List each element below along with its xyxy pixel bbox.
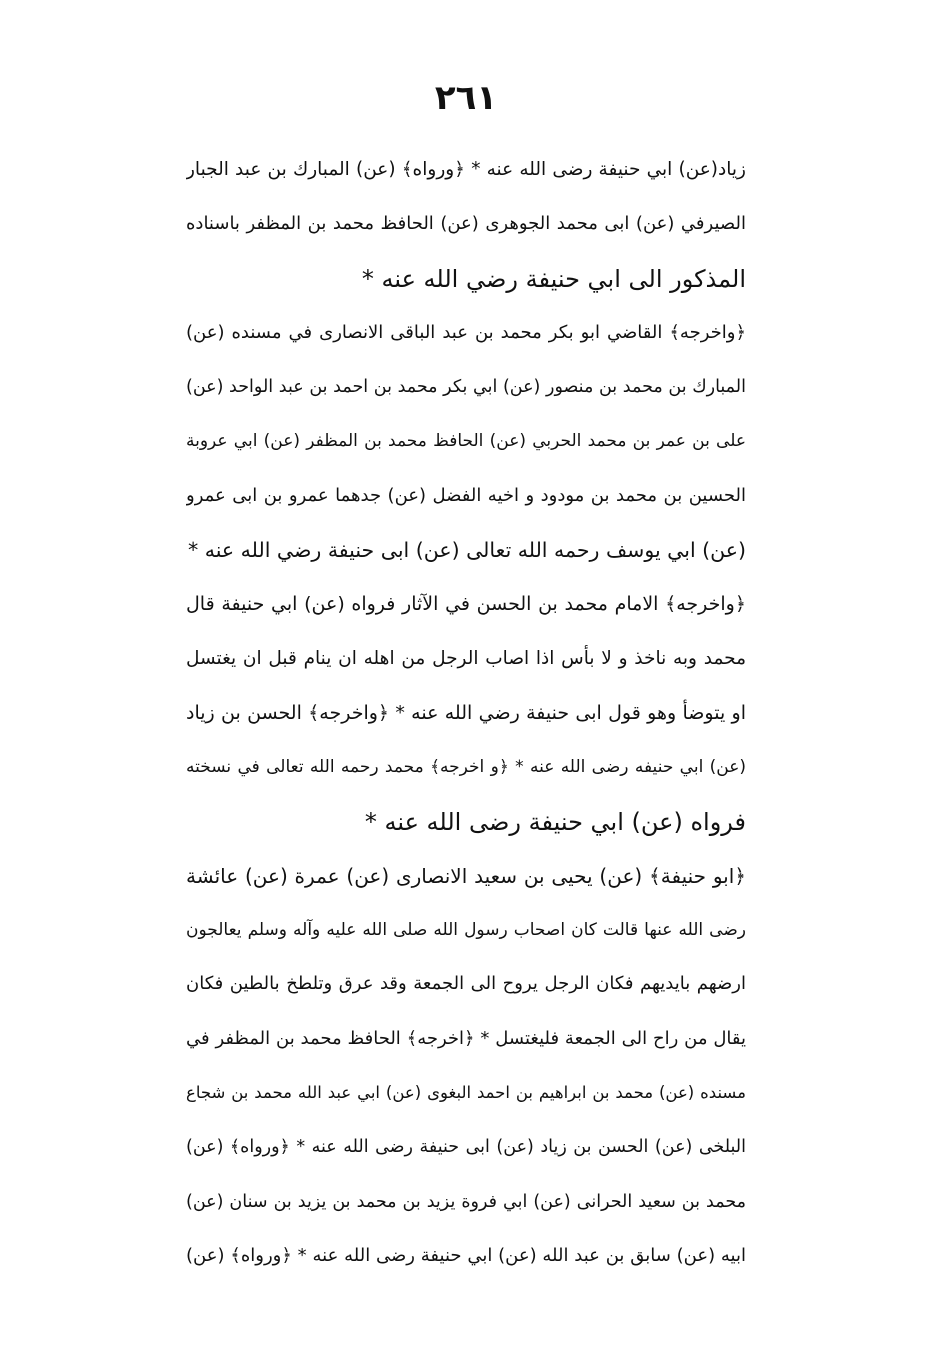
text-line: على بن عمر بن محمد الحربي (عن) الحافظ محمد بن المظفر (عن) ابي عروبة [186,431,746,452]
text-line: ﴿واخرجه﴾ القاضي ابو بكر محمد بن عبد الباقى الانصارى في مسنده (عن) [186,321,746,343]
text-line: المذكور الى ابي حنيفة رضي الله عنه * [361,264,746,293]
page-number: ٢٦١ [434,78,498,118]
text-line: الصيرفي (عن) ابى محمد الجوهرى (عن) الحافظ محمد بن المظفر باسناده [186,213,746,235]
text-line: يقال من راح الى الجمعة فليغتسل * ﴿اخرجه﴾ الحافظ محمد بن المظفر في [186,1027,746,1049]
text-line: محمد بن سعيد الحرانى (عن) ابي فروة يزيد بن محمد بن يزيد بن سنان (عن) [186,1191,746,1212]
text-line: او يتوضأ وهو قول ابى حنيفة رضي الله عنه * ﴿واخرجه﴾ الحسن بن زياد [186,701,746,724]
text-line: الحسين بن محمد بن مودود و اخيه الفضل (عن) جدهما عمرو بن ابى عمرو [186,484,746,506]
text-line: ﴿واخرجه﴾ الامام محمد بن الحسن في الآثار فرواه (عن) ابي حنيفة قال [186,593,746,616]
text-line: (عن) ابي حنيفه رضى الله عنه * ﴿و اخرجه﴾ محمد رحمه الله تعالى في نسخته [186,757,746,778]
body-text [186,143,746,1283]
text-line: فرواه (عن) ابي حنيفة رضى الله عنه * [364,807,746,836]
text-line: ارضهم بايديهم فكان الرجل يروح الى الجمعة وقد عرق وتلطخ بالطين فكان [186,973,746,995]
text-line: البلخى (عن) الحسن بن زياد (عن) ابى حنيفة رضى الله عنه * ﴿ورواه﴾ (عن) [186,1137,746,1158]
text-line: (عن) ابي يوسف رحمه الله تعالى (عن) ابى حنيفة رضي الله عنه * [187,538,746,563]
text-line: رضى الله عنها قالت كان اصحاب رسول الله صلى الله عليه وآله وسلم يعالجون [186,920,746,941]
text-line: محمد وبه ناخذ و لا بأس اذا اصاب الرجل من اهله ان ينام قبل ان يغتسل [186,647,746,669]
text-line: مسنده (عن) محمد بن ابراهيم بن احمد البغوى (عن) ابي عبد الله محمد بن شجاع [186,1083,746,1103]
text-line: المبارك بن محمد بن منصور (عن) ابي بكر محمد بن احمد بن عبد الواحد (عن) [186,377,746,398]
text-line: ﴿ابو حنيفة﴾ (عن) يحيى بن سعيد الانصارى (عن) عمرة (عن) عائشة [186,863,746,888]
text-line: ابيه (عن) سابق بن عبد الله (عن) ابي حنيفة رضى الله عنه * ﴿ورواه﴾ (عن) [186,1244,746,1266]
text-line: زياد(عن) ابي حنيفة رضى الله عنه * ﴿ورواه﴾ (عن) المبارك بن عبد الجبار [186,159,746,180]
